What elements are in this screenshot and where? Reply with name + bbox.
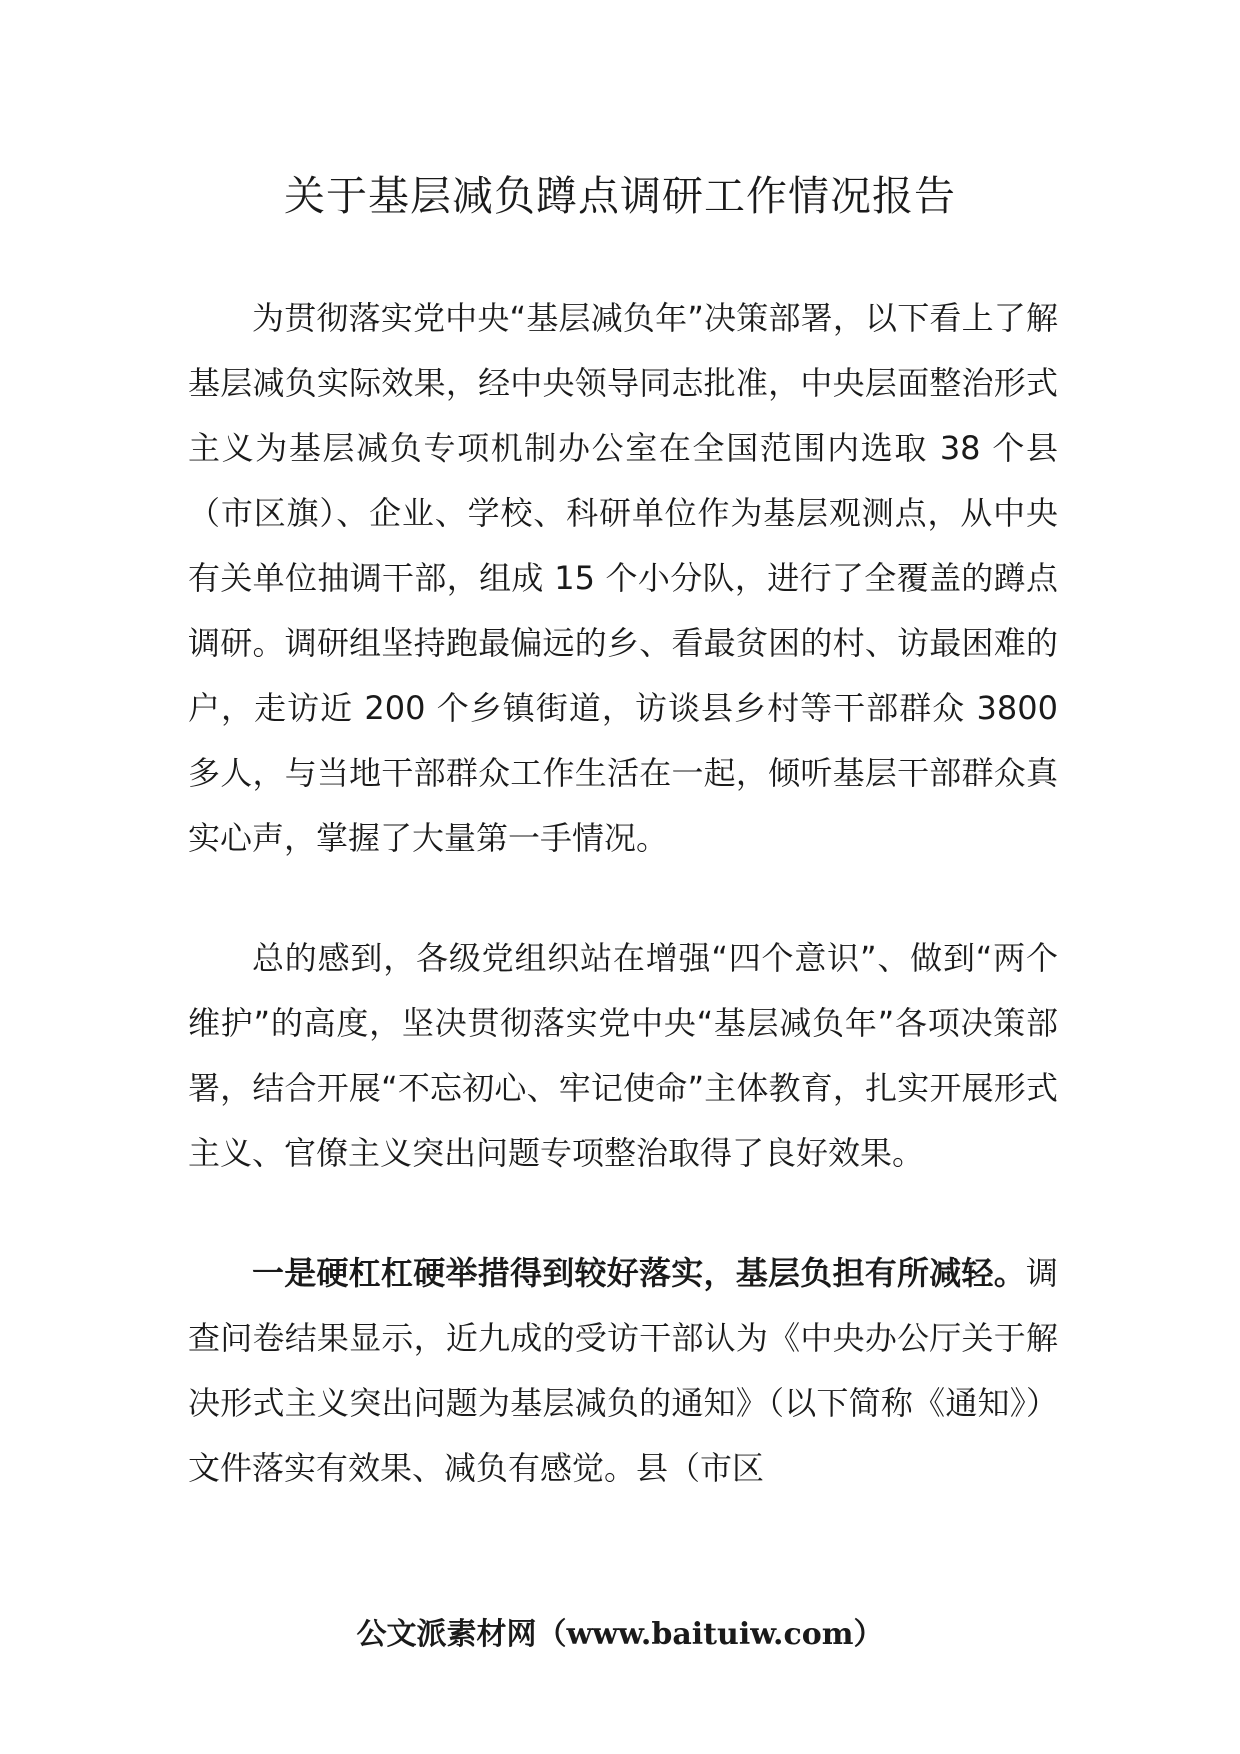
paragraph-1 xyxy=(188,286,1058,871)
paragraph-text: 为贯彻落实党中央“基层减负年”决策部署，以下看上了解基层减负实际效果，经中央领导同志批准，中央层面整治形式主义为基层减负专项机制办公室在全国范围内选取 38 个县（市区旗）、企业、学校、科研单位作为基层观测点，从中央有关单位抽调干部，组成 15 个小分队，进行了全覆盖的蹲点调研。调研组坚持跑最偏远的乡、看最贫困的村、访最困难的户，走访近 200 个乡镇街道，访谈县乡村等干部群众 3800 多人，与当地干部群众工作生活在一起，倾听基层干部群众真实心声，掌握了大量第一手情况。 xyxy=(188,299,1058,857)
paragraph-text: 调查问卷结果显示，近九成的受访干部认为《中央办公厅关于解决形式主义突出问题为基层减负的通知》（以下简称《通知》）文件落实有效果、减负有感觉。县（市区 xyxy=(188,1254,1058,1487)
paragraph-3 xyxy=(188,1241,1058,1501)
paragraph-2 xyxy=(188,926,1058,1186)
paragraph-text: 总的感到，各级党组织站在增强“四个意识”、做到“两个维护”的高度，坚决贯彻落实党中央“基层减负年”各项决策部署，结合开展“不忘初心、牢记使命”主体教育，扎实开展形式主义、官僚主义突出问题专项整治取得了良好效果。 xyxy=(188,939,1058,1172)
footer-watermark: 公文派素材网（www.baituiw.com） xyxy=(356,1617,884,1652)
document-body xyxy=(188,286,1058,1556)
document-title: 关于基层减负蹲点调研工作情况报告 xyxy=(284,172,956,220)
paragraph-lead: 一是硬杠杠硬举措得到较好落实，基层负担有所减轻。 xyxy=(252,1254,1026,1292)
